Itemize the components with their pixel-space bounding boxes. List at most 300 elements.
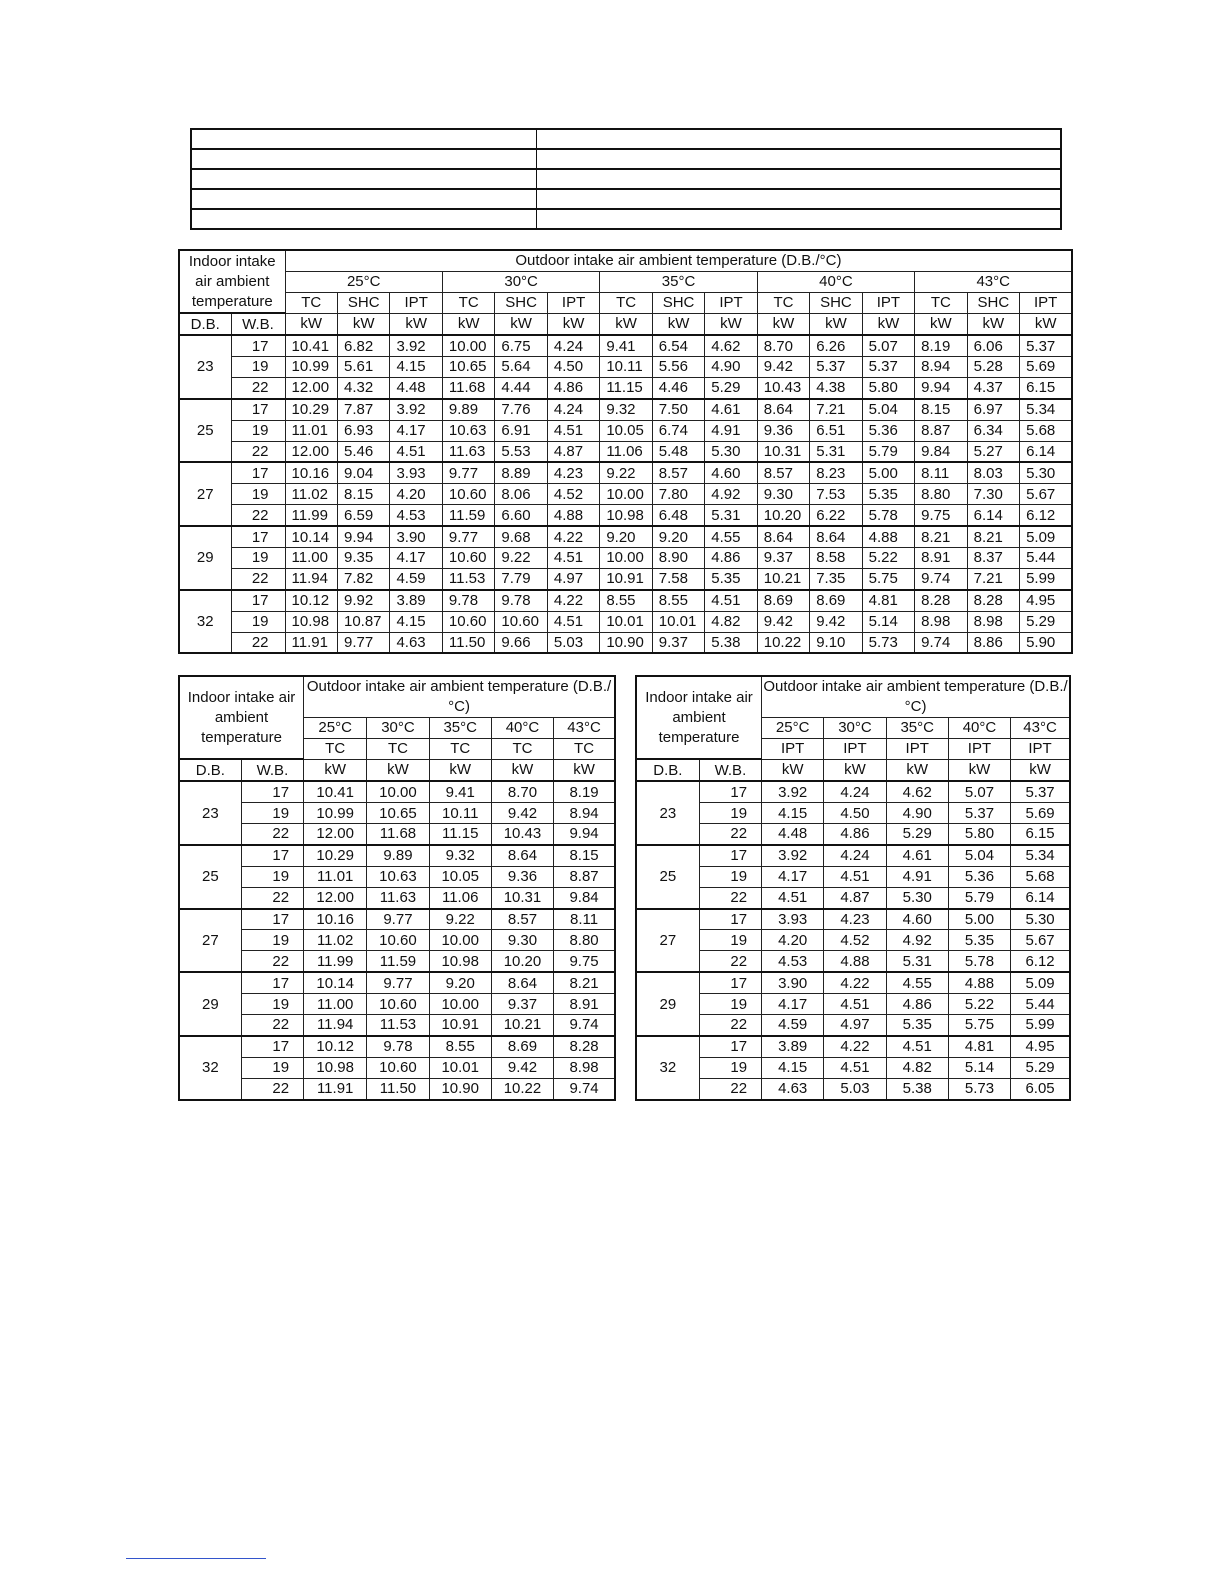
spec-row — [191, 169, 1061, 189]
tc-cell-value: 9.30 — [491, 930, 553, 951]
ipt-wb-value: 19 — [699, 803, 761, 824]
cell-value: 4.22 — [547, 590, 599, 611]
cell-value: 7.87 — [337, 399, 389, 420]
tc-cell-value: 11.68 — [367, 823, 429, 844]
ipt-cell-value: 5.30 — [886, 887, 948, 908]
cell-value: 10.12 — [285, 590, 337, 611]
metric-header: IPT — [705, 292, 757, 313]
table-row — [179, 568, 1072, 589]
wb-value: 17 — [231, 399, 285, 420]
spec-row — [191, 209, 1061, 229]
tc-cell-value: 10.21 — [491, 1014, 553, 1035]
cell-value: 8.64 — [810, 526, 862, 547]
cell-value: 4.37 — [967, 377, 1019, 398]
ipt-cell-value: 4.51 — [824, 994, 886, 1015]
cell-value: 9.77 — [442, 462, 494, 483]
spec-cell-label — [191, 169, 536, 189]
tc-cell-value: 9.75 — [554, 951, 615, 972]
ipt-cell-value: 4.61 — [886, 845, 948, 866]
ipt-wb-value: 19 — [699, 1057, 761, 1078]
tc-cell-value: 11.63 — [367, 887, 429, 908]
cell-value: 11.63 — [442, 441, 494, 462]
tc-cell-value: 10.12 — [304, 1036, 367, 1057]
ipt-wb-value: 19 — [699, 994, 761, 1015]
ipt-unit-header: kW — [886, 759, 948, 781]
db-value: 29 — [179, 526, 231, 590]
db-value: 27 — [179, 462, 231, 526]
table-row — [179, 335, 1072, 356]
cell-value: 5.61 — [337, 356, 389, 377]
unit-header: kW — [915, 313, 967, 335]
cell-value: 4.51 — [547, 547, 599, 568]
cell-value: 4.50 — [547, 356, 599, 377]
tc-cell-value: 9.74 — [554, 1014, 615, 1035]
table-row — [179, 356, 1072, 377]
cell-value: 5.67 — [1020, 484, 1073, 505]
tc-metric-header: TC — [429, 738, 491, 759]
ipt-cell-value: 3.89 — [762, 1036, 824, 1057]
metric-header: IPT — [1020, 292, 1073, 313]
wb-value: 17 — [231, 526, 285, 547]
tc-cell-value: 10.29 — [304, 845, 367, 866]
cell-value: 11.02 — [285, 484, 337, 505]
cell-value: 6.15 — [1020, 377, 1073, 398]
cell-value: 5.14 — [862, 611, 914, 632]
ipt-unit-header: kW — [762, 759, 824, 781]
cell-value: 5.37 — [862, 356, 914, 377]
tc-cell-value: 11.15 — [429, 823, 491, 844]
table-row — [636, 930, 1070, 951]
db-label: D.B. — [179, 313, 231, 335]
cell-value: 6.34 — [967, 420, 1019, 441]
wb-value: 17 — [231, 590, 285, 611]
ipt-db-value: 27 — [636, 909, 699, 973]
cell-value: 6.48 — [652, 505, 704, 526]
cell-value: 9.94 — [915, 377, 967, 398]
cell-value: 9.20 — [652, 526, 704, 547]
ipt-cell-value: 4.24 — [824, 845, 886, 866]
ipt-cell-value: 5.79 — [948, 887, 1010, 908]
tc-cell-value: 10.90 — [429, 1078, 491, 1099]
cell-value: 4.86 — [705, 547, 757, 568]
table-row — [179, 866, 615, 887]
cell-value: 4.17 — [390, 547, 442, 568]
table-row — [636, 1057, 1070, 1078]
cell-value: 8.21 — [915, 526, 967, 547]
ipt-cell-value: 4.20 — [762, 930, 824, 951]
tc-cell-value: 10.98 — [304, 1057, 367, 1078]
cell-value: 4.53 — [390, 505, 442, 526]
tc-cell-value: 11.94 — [304, 1014, 367, 1035]
tc-wb-value: 19 — [241, 994, 303, 1015]
tc-cell-value: 9.20 — [429, 972, 491, 993]
tc-temp-header: 25°C — [304, 718, 367, 739]
cell-value: 8.98 — [915, 611, 967, 632]
tc-cell-value: 9.37 — [491, 994, 553, 1015]
cell-value: 8.90 — [652, 547, 704, 568]
cell-value: 3.92 — [390, 399, 442, 420]
cell-value: 10.21 — [757, 568, 809, 589]
temp-header: 25°C — [285, 271, 442, 292]
cell-value: 5.64 — [495, 356, 547, 377]
ipt-cell-value: 5.29 — [886, 823, 948, 844]
ipt-cell-value: 3.92 — [762, 781, 824, 802]
cell-value: 4.97 — [547, 568, 599, 589]
ipt-cell-value: 4.90 — [886, 803, 948, 824]
cell-value: 9.10 — [810, 632, 862, 653]
tc-cell-value: 9.84 — [554, 887, 615, 908]
cell-value: 9.77 — [442, 526, 494, 547]
cell-value: 11.06 — [600, 441, 652, 462]
cell-value: 5.69 — [1020, 356, 1073, 377]
tc-db-value: 32 — [179, 1036, 241, 1100]
cell-value: 4.88 — [862, 526, 914, 547]
tc-cell-value: 8.87 — [554, 866, 615, 887]
cell-value: 8.69 — [757, 590, 809, 611]
tc-wb-value: 22 — [241, 1014, 303, 1035]
tc-wb-value: 22 — [241, 951, 303, 972]
tc-db-value: 29 — [179, 972, 241, 1036]
table-row — [179, 909, 615, 930]
metric-header: IPT — [390, 292, 442, 313]
ipt-temp-header: 40°C — [948, 718, 1010, 739]
wb-label: W.B. — [231, 313, 285, 335]
cell-value: 11.50 — [442, 632, 494, 653]
cell-value: 10.11 — [600, 356, 652, 377]
cell-value: 8.11 — [915, 462, 967, 483]
tc-cell-value: 10.20 — [491, 951, 553, 972]
metric-header: IPT — [547, 292, 599, 313]
cell-value: 6.06 — [967, 335, 1019, 356]
cell-value: 8.89 — [495, 462, 547, 483]
cell-value: 9.42 — [810, 611, 862, 632]
cell-value: 4.48 — [390, 377, 442, 398]
spec-cell-label — [191, 149, 536, 169]
cell-value: 3.90 — [390, 526, 442, 547]
tc-cell-value: 8.19 — [554, 781, 615, 802]
tc-cell-value: 10.01 — [429, 1057, 491, 1078]
ipt-cell-value: 4.52 — [824, 930, 886, 951]
cell-value: 10.00 — [600, 547, 652, 568]
tc-unit-header: kW — [367, 759, 429, 781]
tc-cell-value: 8.15 — [554, 845, 615, 866]
cell-value: 10.98 — [600, 505, 652, 526]
tc-cell-value: 9.77 — [367, 909, 429, 930]
cell-value: 9.42 — [757, 611, 809, 632]
tc-cell-value: 9.22 — [429, 909, 491, 930]
ipt-cell-value: 5.14 — [948, 1057, 1010, 1078]
cell-value: 8.03 — [967, 462, 1019, 483]
indoor-temp-header: Indoor intake air ambient temperature — [179, 250, 285, 313]
metric-header: SHC — [337, 292, 389, 313]
unit-header: kW — [442, 313, 494, 335]
cell-value: 4.87 — [547, 441, 599, 462]
cell-value: 8.69 — [810, 590, 862, 611]
cell-value: 11.53 — [442, 568, 494, 589]
performance-table-header — [179, 250, 1072, 335]
cell-value: 12.00 — [285, 377, 337, 398]
unit-header: kW — [337, 313, 389, 335]
unit-header: kW — [967, 313, 1019, 335]
ipt-cell-value: 5.75 — [948, 1014, 1010, 1035]
spec-row — [191, 189, 1061, 209]
ipt-db-value: 32 — [636, 1036, 699, 1100]
tc-cell-value: 8.57 — [491, 909, 553, 930]
cell-value: 10.60 — [495, 611, 547, 632]
cell-value: 5.35 — [862, 484, 914, 505]
tc-cell-value: 8.28 — [554, 1036, 615, 1057]
cell-value: 6.14 — [1020, 441, 1073, 462]
spec-cell-label — [191, 129, 536, 149]
unit-header: kW — [285, 313, 337, 335]
metric-header: TC — [285, 292, 337, 313]
ipt-cell-value: 6.05 — [1011, 1078, 1070, 1099]
cell-value: 3.93 — [390, 462, 442, 483]
wb-value: 22 — [231, 441, 285, 462]
tc-wb-value: 17 — [241, 1036, 303, 1057]
cell-value: 4.62 — [705, 335, 757, 356]
cell-value: 8.86 — [967, 632, 1019, 653]
tc-temp-header: 43°C — [554, 718, 615, 739]
cell-value: 9.84 — [915, 441, 967, 462]
ipt-metric-header: IPT — [886, 738, 948, 759]
tc-wb-value: 17 — [241, 781, 303, 802]
ipt-db-value: 25 — [636, 845, 699, 909]
cell-value: 10.20 — [757, 505, 809, 526]
tc-wb-value: 19 — [241, 1057, 303, 1078]
cell-value: 6.59 — [337, 505, 389, 526]
cell-value: 10.90 — [600, 632, 652, 653]
cell-value: 6.12 — [1020, 505, 1073, 526]
unit-header: kW — [390, 313, 442, 335]
tc-db-value: 25 — [179, 845, 241, 909]
cell-value: 11.94 — [285, 568, 337, 589]
unit-header: kW — [1020, 313, 1073, 335]
table-row — [179, 441, 1072, 462]
tc-cell-value: 10.65 — [367, 803, 429, 824]
cell-value: 5.03 — [547, 632, 599, 653]
cell-value: 5.99 — [1020, 568, 1073, 589]
cell-value: 4.32 — [337, 377, 389, 398]
cell-value: 11.59 — [442, 505, 494, 526]
tc-cell-value: 10.60 — [367, 1057, 429, 1078]
cell-value: 9.04 — [337, 462, 389, 483]
ipt-db-value: 29 — [636, 972, 699, 1036]
cell-value: 5.29 — [1020, 611, 1073, 632]
tc-table — [178, 675, 616, 1101]
ipt-cell-value: 4.22 — [824, 1036, 886, 1057]
cell-value: 4.63 — [390, 632, 442, 653]
tc-cell-value: 11.06 — [429, 887, 491, 908]
cell-value: 8.80 — [915, 484, 967, 505]
ipt-cell-value: 4.95 — [1011, 1036, 1070, 1057]
cell-value: 5.68 — [1020, 420, 1073, 441]
cell-value: 5.44 — [1020, 547, 1073, 568]
tc-cell-value: 10.60 — [367, 930, 429, 951]
cell-value: 8.37 — [967, 547, 1019, 568]
unit-header: kW — [652, 313, 704, 335]
cell-value: 9.78 — [442, 590, 494, 611]
ipt-cell-value: 6.12 — [1011, 951, 1070, 972]
cell-value: 7.58 — [652, 568, 704, 589]
cell-value: 9.32 — [600, 399, 652, 420]
cell-value: 8.57 — [757, 462, 809, 483]
ipt-cell-value: 4.24 — [824, 781, 886, 802]
table-row — [636, 1078, 1070, 1099]
cell-value: 6.51 — [810, 420, 862, 441]
tc-cell-value: 8.98 — [554, 1057, 615, 1078]
cell-value: 6.93 — [337, 420, 389, 441]
cell-value: 5.46 — [337, 441, 389, 462]
metric-header: SHC — [495, 292, 547, 313]
ipt-wb-value: 17 — [699, 1036, 761, 1057]
table-row — [179, 505, 1072, 526]
tc-cell-value: 9.41 — [429, 781, 491, 802]
table-row — [179, 547, 1072, 568]
cell-value: 8.58 — [810, 547, 862, 568]
ipt-cell-value: 5.99 — [1011, 1014, 1070, 1035]
db-value: 25 — [179, 399, 231, 463]
table-row — [636, 1014, 1070, 1035]
wb-value: 19 — [231, 356, 285, 377]
unit-header: kW — [495, 313, 547, 335]
table-row — [179, 1014, 615, 1035]
cell-value: 6.91 — [495, 420, 547, 441]
temp-header: 43°C — [915, 271, 1073, 292]
tc-table-body — [179, 781, 615, 1099]
cell-value: 5.30 — [1020, 462, 1073, 483]
table-row — [179, 781, 615, 802]
cell-value: 8.98 — [967, 611, 1019, 632]
tc-wb-value: 22 — [241, 1078, 303, 1099]
ipt-cell-value: 5.37 — [1011, 781, 1070, 802]
cell-value: 5.27 — [967, 441, 1019, 462]
metric-header: SHC — [810, 292, 862, 313]
table-row — [179, 1057, 615, 1078]
cell-value: 5.36 — [862, 420, 914, 441]
table-row — [636, 823, 1070, 844]
table-row — [179, 462, 1072, 483]
cell-value: 4.52 — [547, 484, 599, 505]
cell-value: 5.31 — [810, 441, 862, 462]
metric-header: TC — [757, 292, 809, 313]
cell-value: 4.60 — [705, 462, 757, 483]
cell-value: 9.37 — [757, 547, 809, 568]
table-row — [179, 972, 615, 993]
tc-cell-value: 11.91 — [304, 1078, 367, 1099]
tc-temp-header: 30°C — [367, 718, 429, 739]
tc-cell-value: 9.74 — [554, 1078, 615, 1099]
cell-value: 10.91 — [600, 568, 652, 589]
cell-value: 5.79 — [862, 441, 914, 462]
unit-header: kW — [862, 313, 914, 335]
ipt-temp-header: 30°C — [824, 718, 886, 739]
cell-value: 9.74 — [915, 632, 967, 653]
cell-value: 9.77 — [337, 632, 389, 653]
cell-value: 10.43 — [757, 377, 809, 398]
cell-value: 9.92 — [337, 590, 389, 611]
tc-wb-value: 19 — [241, 930, 303, 951]
table-row — [179, 526, 1072, 547]
ipt-cell-value: 3.92 — [762, 845, 824, 866]
ipt-cell-value: 4.60 — [886, 909, 948, 930]
unit-header: kW — [757, 313, 809, 335]
wb-value: 19 — [231, 484, 285, 505]
ipt-cell-value: 5.07 — [948, 781, 1010, 802]
ipt-cell-value: 4.51 — [762, 887, 824, 908]
table-row — [636, 866, 1070, 887]
ipt-cell-value: 5.30 — [1011, 909, 1070, 930]
metric-header: SHC — [652, 292, 704, 313]
ipt-cell-value: 4.88 — [824, 951, 886, 972]
outdoor-temp-row — [179, 271, 1072, 292]
tc-db-value: 23 — [179, 781, 241, 845]
cell-value: 5.07 — [862, 335, 914, 356]
unit-header: kW — [810, 313, 862, 335]
cell-value: 11.68 — [442, 377, 494, 398]
ipt-unit-header: kW — [824, 759, 886, 781]
cell-value: 9.30 — [757, 484, 809, 505]
tc-cell-value: 9.94 — [554, 823, 615, 844]
spec-table — [190, 128, 1062, 230]
cell-value: 5.56 — [652, 356, 704, 377]
tc-unit-header: kW — [429, 759, 491, 781]
cell-value: 6.14 — [967, 505, 1019, 526]
spec-row — [191, 149, 1061, 169]
ipt-wb-value: 22 — [699, 1078, 761, 1099]
ipt-cell-value: 4.82 — [886, 1057, 948, 1078]
cell-value: 5.00 — [862, 462, 914, 483]
tc-cell-value: 10.14 — [304, 972, 367, 993]
ipt-cell-value: 4.97 — [824, 1014, 886, 1035]
cell-value: 9.37 — [652, 632, 704, 653]
ipt-cell-value: 4.17 — [762, 994, 824, 1015]
tc-cell-value: 11.59 — [367, 951, 429, 972]
ipt-cell-value: 5.35 — [948, 930, 1010, 951]
tc-wb-value: 17 — [241, 972, 303, 993]
ipt-cell-value: 5.67 — [1011, 930, 1070, 951]
cell-value: 10.65 — [442, 356, 494, 377]
cell-value: 8.23 — [810, 462, 862, 483]
tc-cell-value: 8.11 — [554, 909, 615, 930]
cell-value: 4.44 — [495, 377, 547, 398]
tc-cell-value: 8.69 — [491, 1036, 553, 1057]
tc-cell-value: 8.94 — [554, 803, 615, 824]
tc-table-header — [179, 676, 615, 781]
table-row — [179, 823, 615, 844]
cell-value: 11.01 — [285, 420, 337, 441]
cell-value: 10.01 — [600, 611, 652, 632]
cell-value: 10.63 — [442, 420, 494, 441]
spec-row — [191, 129, 1061, 149]
cell-value: 10.16 — [285, 462, 337, 483]
cell-value: 8.70 — [757, 335, 809, 356]
cell-value: 10.60 — [442, 611, 494, 632]
cell-value: 5.28 — [967, 356, 1019, 377]
cell-value: 8.64 — [757, 526, 809, 547]
table-row — [636, 951, 1070, 972]
tc-cell-value: 9.77 — [367, 972, 429, 993]
metric-header: SHC — [967, 292, 1019, 313]
cell-value: 4.51 — [390, 441, 442, 462]
tc-temp-header: 40°C — [491, 718, 553, 739]
ipt-db-value: 23 — [636, 781, 699, 845]
ipt-cell-value: 5.00 — [948, 909, 1010, 930]
cell-value: 5.34 — [1020, 399, 1073, 420]
ipt-wb-value: 17 — [699, 972, 761, 993]
cell-value: 8.15 — [337, 484, 389, 505]
tc-cell-value: 9.36 — [491, 866, 553, 887]
